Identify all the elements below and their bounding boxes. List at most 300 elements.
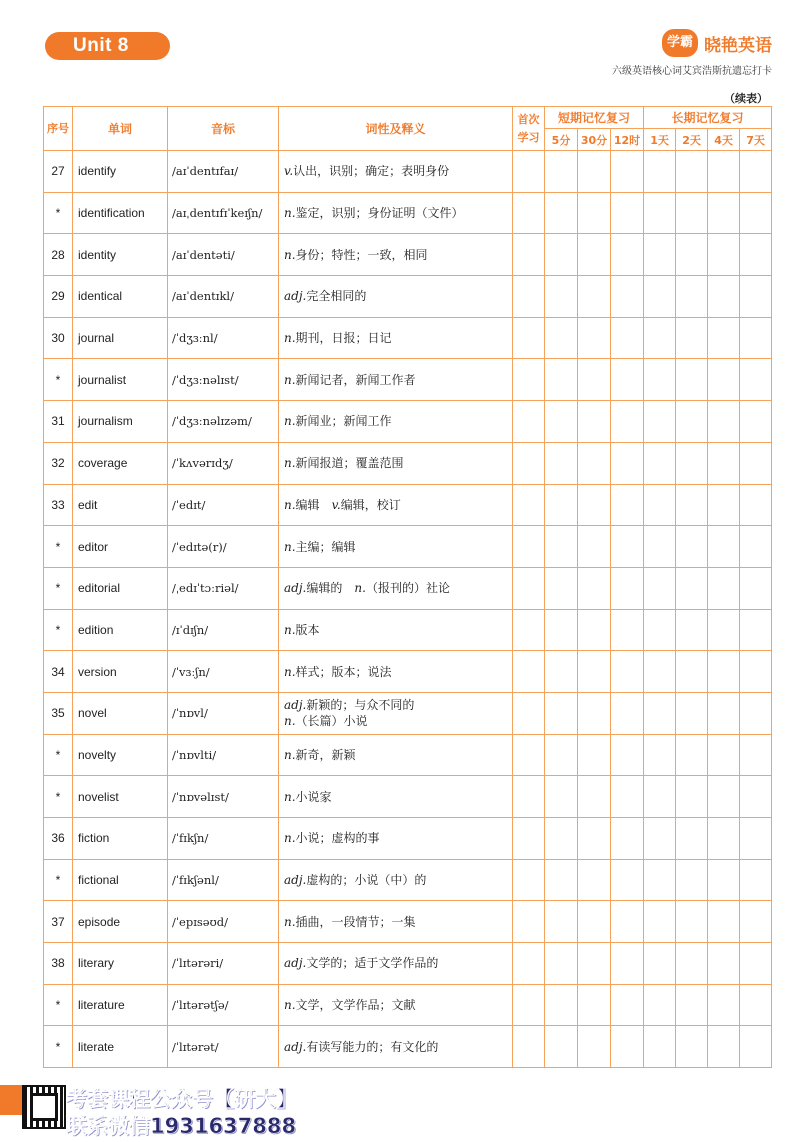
checkbox-cell[interactable]	[578, 567, 611, 609]
checkbox-cell[interactable]	[611, 1026, 644, 1068]
definition-text: 鉴定，识别；身份证明（文件）	[295, 206, 464, 221]
definition-text: 主编；编辑	[295, 539, 356, 554]
word-cell: fictional	[73, 859, 168, 901]
checkbox-cell[interactable]	[676, 1026, 708, 1068]
definition-text: 文学，文学作品；文献	[295, 998, 416, 1013]
phonetic-cell: /ˈlɪtərət/	[168, 1026, 279, 1068]
footer-ad-line1: 考套课程公众号【研大】	[66, 1087, 297, 1111]
row-number: *	[44, 567, 73, 609]
definition-text: 虚构的；小说（中）的	[306, 873, 427, 888]
checkbox-cell[interactable]	[578, 651, 611, 693]
checkbox-cell[interactable]	[578, 192, 611, 234]
checkbox-cell[interactable]	[578, 151, 611, 193]
checkbox-cell[interactable]	[708, 943, 740, 985]
part-of-speech: n.	[284, 206, 296, 221]
checkbox-cell[interactable]	[740, 401, 772, 443]
definition-text: 新奇，新颖	[295, 747, 356, 762]
checkbox-cell[interactable]	[740, 484, 772, 526]
phonetic-cell: /ˈdʒɜːnəlɪst/	[168, 359, 279, 401]
part-of-speech: n.	[284, 372, 296, 387]
word-cell: journalism	[73, 401, 168, 443]
checkbox-cell[interactable]	[740, 859, 772, 901]
row-number: 32	[44, 442, 73, 484]
checkbox-cell[interactable]	[708, 1026, 740, 1068]
definition-cell	[279, 1026, 513, 1068]
checkbox-cell[interactable]	[513, 401, 545, 443]
checkbox-cell[interactable]	[611, 317, 644, 359]
header-1day: 1天	[644, 129, 676, 151]
phonetic-cell: /ˈfɪkʃənl/	[168, 859, 279, 901]
definition-text: 编辑	[295, 497, 332, 512]
checkbox-cell[interactable]	[676, 901, 708, 943]
definition-text: 身份；特性；一致，相同	[295, 247, 428, 262]
definition-cell	[279, 984, 513, 1026]
checkbox-cell[interactable]	[708, 901, 740, 943]
checkbox-cell[interactable]	[545, 526, 578, 568]
checkbox-cell[interactable]	[644, 359, 676, 401]
table-row	[44, 567, 772, 609]
checkbox-cell[interactable]	[676, 818, 708, 860]
checkbox-cell[interactable]	[611, 901, 644, 943]
definition-cell	[279, 484, 513, 526]
checkbox-cell[interactable]	[740, 818, 772, 860]
definition-cell	[279, 943, 513, 985]
checkbox-cell[interactable]	[611, 776, 644, 818]
part-of-speech: n.	[284, 998, 296, 1013]
part-of-speech: n.	[284, 789, 296, 804]
checkbox-cell[interactable]	[545, 234, 578, 276]
definition-cell	[279, 818, 513, 860]
checkbox-cell[interactable]	[578, 442, 611, 484]
checkbox-cell[interactable]	[545, 776, 578, 818]
checkbox-cell[interactable]	[545, 609, 578, 651]
checkbox-cell[interactable]	[545, 901, 578, 943]
part-of-speech: n.	[284, 914, 296, 929]
checkbox-cell[interactable]	[578, 984, 611, 1026]
table-row	[44, 818, 772, 860]
checkbox-cell[interactable]	[611, 651, 644, 693]
checkbox-cell[interactable]	[545, 692, 578, 734]
checkbox-cell[interactable]	[740, 609, 772, 651]
checkbox-cell[interactable]	[644, 1026, 676, 1068]
checkbox-cell[interactable]	[611, 692, 644, 734]
checkbox-cell[interactable]	[578, 401, 611, 443]
checkbox-cell[interactable]	[740, 276, 772, 318]
part-of-speech: adj.	[284, 581, 307, 596]
checkbox-cell[interactable]	[644, 526, 676, 568]
checkbox-cell[interactable]	[740, 234, 772, 276]
checkbox-cell[interactable]	[578, 276, 611, 318]
checkbox-cell[interactable]	[611, 484, 644, 526]
checkbox-cell[interactable]	[545, 484, 578, 526]
part-of-speech: n.	[284, 622, 296, 637]
checkbox-cell[interactable]	[708, 609, 740, 651]
checkbox-cell[interactable]	[644, 859, 676, 901]
part-of-speech: n.	[354, 581, 366, 596]
checkbox-cell[interactable]	[513, 692, 545, 734]
definition-text: 认出，识别；确定；表明身份	[293, 164, 450, 179]
header-no: 序号	[44, 107, 73, 151]
checkbox-cell[interactable]	[644, 276, 676, 318]
phonetic-cell: /ˈfɪkʃn/	[168, 818, 279, 860]
checkbox-cell[interactable]	[676, 317, 708, 359]
brand-logo-icon: 学霸	[662, 29, 698, 57]
checkbox-cell[interactable]	[676, 943, 708, 985]
checkbox-cell[interactable]	[611, 192, 644, 234]
checkbox-cell[interactable]	[513, 984, 545, 1026]
header-4day: 4天	[708, 129, 740, 151]
checkbox-cell[interactable]	[708, 776, 740, 818]
footer-ad-line2: 联系微信1931637888	[66, 1114, 297, 1138]
definition-cell	[279, 234, 513, 276]
checkbox-cell[interactable]	[740, 359, 772, 401]
checkbox-cell[interactable]	[545, 1026, 578, 1068]
definition-cell	[279, 317, 513, 359]
checkbox-cell[interactable]	[545, 651, 578, 693]
checkbox-cell[interactable]	[578, 609, 611, 651]
checkbox-cell[interactable]	[578, 692, 611, 734]
row-number: 37	[44, 901, 73, 943]
checkbox-cell[interactable]	[740, 442, 772, 484]
checkbox-cell[interactable]	[545, 943, 578, 985]
checkbox-cell[interactable]	[611, 567, 644, 609]
definition-text: 完全相同的	[306, 289, 367, 304]
definition-cell	[279, 276, 513, 318]
checkbox-cell[interactable]	[611, 359, 644, 401]
checkbox-cell[interactable]	[578, 776, 611, 818]
checkbox-cell[interactable]	[545, 317, 578, 359]
checkbox-cell[interactable]	[740, 1026, 772, 1068]
checkbox-cell[interactable]	[708, 859, 740, 901]
checkbox-cell[interactable]	[676, 776, 708, 818]
definition-text: 样式；版本；说法	[295, 664, 392, 679]
definition-cell	[279, 151, 513, 193]
checkbox-cell[interactable]	[545, 734, 578, 776]
checkbox-cell[interactable]	[644, 692, 676, 734]
checkbox-cell[interactable]	[545, 818, 578, 860]
checkbox-cell[interactable]	[740, 984, 772, 1026]
checkbox-cell[interactable]	[611, 609, 644, 651]
checkbox-cell[interactable]	[611, 234, 644, 276]
table-row	[44, 192, 772, 234]
checkbox-cell[interactable]	[708, 734, 740, 776]
checkbox-cell[interactable]	[676, 276, 708, 318]
table-row	[44, 484, 772, 526]
checkbox-cell[interactable]	[676, 526, 708, 568]
checkbox-cell[interactable]	[611, 943, 644, 985]
checkbox-cell[interactable]	[513, 359, 545, 401]
header-long-term: 长期记忆复习	[644, 107, 772, 129]
checkbox-cell[interactable]	[545, 359, 578, 401]
definition-cell	[279, 776, 513, 818]
part-of-speech: n.	[284, 831, 296, 846]
phonetic-cell: /ˈkʌvərɪdʒ/	[168, 442, 279, 484]
word-cell: novelty	[73, 734, 168, 776]
header-2day: 2天	[676, 129, 708, 151]
checkbox-cell[interactable]	[578, 734, 611, 776]
table-row	[44, 401, 772, 443]
definition-cell	[279, 442, 513, 484]
checkbox-cell[interactable]	[578, 526, 611, 568]
checkbox-cell[interactable]	[513, 442, 545, 484]
checkbox-cell[interactable]	[644, 567, 676, 609]
checkbox-cell[interactable]	[676, 192, 708, 234]
checkbox-cell[interactable]	[644, 609, 676, 651]
definition-cell	[279, 859, 513, 901]
definition-text: 新闻记者，新闻工作者	[295, 372, 416, 387]
definition-text: 编辑，校订	[340, 497, 401, 512]
definition-text: 新闻业；新闻工作	[295, 414, 392, 429]
checkbox-cell[interactable]	[611, 526, 644, 568]
word-cell: journalist	[73, 359, 168, 401]
table-row	[44, 943, 772, 985]
checkbox-cell[interactable]	[676, 401, 708, 443]
row-number: *	[44, 609, 73, 651]
checkbox-cell[interactable]	[644, 401, 676, 443]
checkbox-cell[interactable]	[708, 567, 740, 609]
checkbox-cell[interactable]	[708, 484, 740, 526]
checkbox-cell[interactable]	[676, 567, 708, 609]
checkbox-cell[interactable]	[513, 276, 545, 318]
header-7day: 7天	[740, 129, 772, 151]
phonetic-cell: /aɪˈdentɪfaɪ/	[168, 151, 279, 193]
phonetic-cell: /ˈvɜːʃn/	[168, 651, 279, 693]
checkbox-cell[interactable]	[513, 776, 545, 818]
word-cell: literature	[73, 984, 168, 1026]
checkbox-cell[interactable]	[676, 234, 708, 276]
checkbox-cell[interactable]	[578, 818, 611, 860]
definition-text: 新颖的；与众不同的	[306, 698, 415, 713]
part-of-speech: v.	[284, 164, 294, 179]
header-5min: 5分	[545, 129, 578, 151]
checkbox-cell[interactable]	[644, 151, 676, 193]
part-of-speech: n.	[284, 747, 296, 762]
phonetic-cell: /ˈedɪt/	[168, 484, 279, 526]
checkbox-cell[interactable]	[611, 442, 644, 484]
checkbox-cell[interactable]	[545, 192, 578, 234]
vocabulary-table	[43, 106, 772, 1068]
table-row	[44, 234, 772, 276]
definition-text: 有读写能力的；有文化的	[306, 1039, 439, 1054]
definition-text: 小说；虚构的事	[295, 831, 380, 846]
definition-cell	[279, 192, 513, 234]
phonetic-cell: /ɪˈdɪʃn/	[168, 609, 279, 651]
word-cell: novel	[73, 692, 168, 734]
part-of-speech: n.	[284, 497, 296, 512]
checkbox-cell[interactable]	[740, 734, 772, 776]
checkbox-cell[interactable]	[708, 692, 740, 734]
checkbox-cell[interactable]	[644, 484, 676, 526]
checkbox-cell[interactable]	[644, 234, 676, 276]
checkbox-cell[interactable]	[708, 526, 740, 568]
checkbox-cell[interactable]	[644, 651, 676, 693]
checkbox-cell[interactable]	[611, 859, 644, 901]
row-number: 28	[44, 234, 73, 276]
checkbox-cell[interactable]	[740, 943, 772, 985]
definition-cell	[279, 359, 513, 401]
checkbox-cell[interactable]	[708, 651, 740, 693]
word-cell: journal	[73, 317, 168, 359]
brand-name: 晓艳英语	[704, 35, 772, 56]
checkbox-cell[interactable]	[644, 818, 676, 860]
definition-cell	[279, 734, 513, 776]
part-of-speech: n.	[284, 714, 296, 729]
definition-cell	[279, 401, 513, 443]
checkbox-cell[interactable]	[611, 151, 644, 193]
checkbox-cell[interactable]	[513, 609, 545, 651]
checkbox-cell[interactable]	[676, 859, 708, 901]
checkbox-cell[interactable]	[513, 651, 545, 693]
checkbox-cell[interactable]	[740, 651, 772, 693]
checkbox-cell[interactable]	[578, 234, 611, 276]
footer-strip	[0, 1085, 22, 1115]
checkbox-cell[interactable]	[513, 901, 545, 943]
checkbox-cell[interactable]	[676, 151, 708, 193]
header-meaning: 词性及释义	[279, 107, 513, 151]
definition-text: 编辑的	[306, 581, 355, 596]
part-of-speech: adj.	[284, 1039, 307, 1054]
checkbox-cell[interactable]	[676, 484, 708, 526]
checkbox-cell[interactable]	[578, 484, 611, 526]
definition-text: 版本	[295, 622, 320, 637]
checkbox-cell[interactable]	[545, 151, 578, 193]
definition-cell	[279, 567, 513, 609]
part-of-speech: n.	[284, 247, 296, 262]
header-first-study: 首次学习	[513, 107, 545, 151]
checkbox-cell[interactable]	[708, 192, 740, 234]
checkbox-cell[interactable]	[708, 317, 740, 359]
definition-cell	[279, 901, 513, 943]
checkbox-cell[interactable]	[513, 734, 545, 776]
checkbox-cell[interactable]	[676, 442, 708, 484]
row-number: 30	[44, 317, 73, 359]
table-row	[44, 776, 772, 818]
checkbox-cell[interactable]	[644, 442, 676, 484]
word-cell: literate	[73, 1026, 168, 1068]
checkbox-cell[interactable]	[611, 984, 644, 1026]
header-short-term: 短期记忆复习	[545, 107, 644, 129]
checkbox-cell[interactable]	[708, 276, 740, 318]
checkbox-cell[interactable]	[708, 984, 740, 1026]
phonetic-cell: /ˈlɪtərətʃə/	[168, 984, 279, 1026]
checkbox-cell[interactable]	[578, 859, 611, 901]
header-word: 单词	[73, 107, 168, 151]
checkbox-cell[interactable]	[676, 734, 708, 776]
checkbox-cell[interactable]	[708, 359, 740, 401]
checkbox-cell[interactable]	[644, 901, 676, 943]
checkbox-cell[interactable]	[644, 192, 676, 234]
checkbox-cell[interactable]	[740, 151, 772, 193]
checkbox-cell[interactable]	[611, 818, 644, 860]
checkbox-cell[interactable]	[545, 984, 578, 1026]
checkbox-cell[interactable]	[708, 442, 740, 484]
word-cell: novelist	[73, 776, 168, 818]
checkbox-cell[interactable]	[611, 734, 644, 776]
checkbox-cell[interactable]	[578, 901, 611, 943]
checkbox-cell[interactable]	[578, 943, 611, 985]
checkbox-cell[interactable]	[644, 734, 676, 776]
checkbox-cell[interactable]	[513, 818, 545, 860]
checkbox-cell[interactable]	[644, 317, 676, 359]
definition-text: 新闻报道；覆盖范围	[295, 456, 404, 471]
checkbox-cell[interactable]	[740, 692, 772, 734]
checkbox-cell[interactable]	[513, 859, 545, 901]
word-cell: literary	[73, 943, 168, 985]
part-of-speech: adj.	[284, 873, 307, 888]
checkbox-cell[interactable]	[676, 984, 708, 1026]
checkbox-cell[interactable]	[676, 651, 708, 693]
definition-cell	[279, 609, 513, 651]
checkbox-cell[interactable]	[545, 442, 578, 484]
table-row	[44, 901, 772, 943]
checkbox-cell[interactable]	[740, 901, 772, 943]
checkbox-cell[interactable]	[708, 234, 740, 276]
header-12h: 12时	[611, 129, 644, 151]
unit-title: Unit 8	[45, 32, 170, 60]
row-number: *	[44, 1026, 73, 1068]
checkbox-cell[interactable]	[513, 484, 545, 526]
row-number: *	[44, 192, 73, 234]
phonetic-cell: /ˈepɪsəʊd/	[168, 901, 279, 943]
checkbox-cell[interactable]	[708, 818, 740, 860]
brand	[662, 28, 772, 58]
row-number: *	[44, 359, 73, 401]
continued-label: （续表）	[724, 92, 768, 105]
checkbox-cell[interactable]	[513, 526, 545, 568]
checkbox-cell[interactable]	[513, 1026, 545, 1068]
checkbox-cell[interactable]	[740, 776, 772, 818]
checkbox-cell[interactable]	[676, 609, 708, 651]
checkbox-cell[interactable]	[611, 401, 644, 443]
checkbox-cell[interactable]	[708, 151, 740, 193]
definition-cell	[279, 651, 513, 693]
checkbox-cell[interactable]	[740, 526, 772, 568]
row-number: *	[44, 526, 73, 568]
checkbox-cell[interactable]	[545, 401, 578, 443]
checkbox-cell[interactable]	[513, 151, 545, 193]
checkbox-cell[interactable]	[578, 1026, 611, 1068]
checkbox-cell[interactable]	[644, 984, 676, 1026]
table-row	[44, 609, 772, 651]
checkbox-cell[interactable]	[676, 359, 708, 401]
brand-subtitle: 六级英语核心词艾宾浩斯抗遗忘打卡	[612, 66, 772, 77]
checkbox-cell[interactable]	[708, 401, 740, 443]
checkbox-cell[interactable]	[513, 943, 545, 985]
checkbox-cell[interactable]	[740, 192, 772, 234]
checkbox-cell[interactable]	[676, 692, 708, 734]
row-number: 35	[44, 692, 73, 734]
checkbox-cell[interactable]	[740, 317, 772, 359]
checkbox-cell[interactable]	[578, 317, 611, 359]
checkbox-cell[interactable]	[644, 943, 676, 985]
part-of-speech: adj.	[284, 289, 307, 304]
checkbox-cell[interactable]	[611, 276, 644, 318]
phonetic-cell: /ˈlɪtərəri/	[168, 943, 279, 985]
checkbox-cell[interactable]	[644, 776, 676, 818]
table-row	[44, 984, 772, 1026]
checkbox-cell[interactable]	[545, 859, 578, 901]
checkbox-cell[interactable]	[513, 567, 545, 609]
checkbox-cell[interactable]	[545, 276, 578, 318]
checkbox-cell[interactable]	[513, 317, 545, 359]
checkbox-cell[interactable]	[740, 567, 772, 609]
word-cell: episode	[73, 901, 168, 943]
checkbox-cell[interactable]	[578, 359, 611, 401]
checkbox-cell[interactable]	[513, 192, 545, 234]
part-of-speech: n.	[284, 664, 296, 679]
checkbox-cell[interactable]	[545, 567, 578, 609]
checkbox-cell[interactable]	[513, 234, 545, 276]
